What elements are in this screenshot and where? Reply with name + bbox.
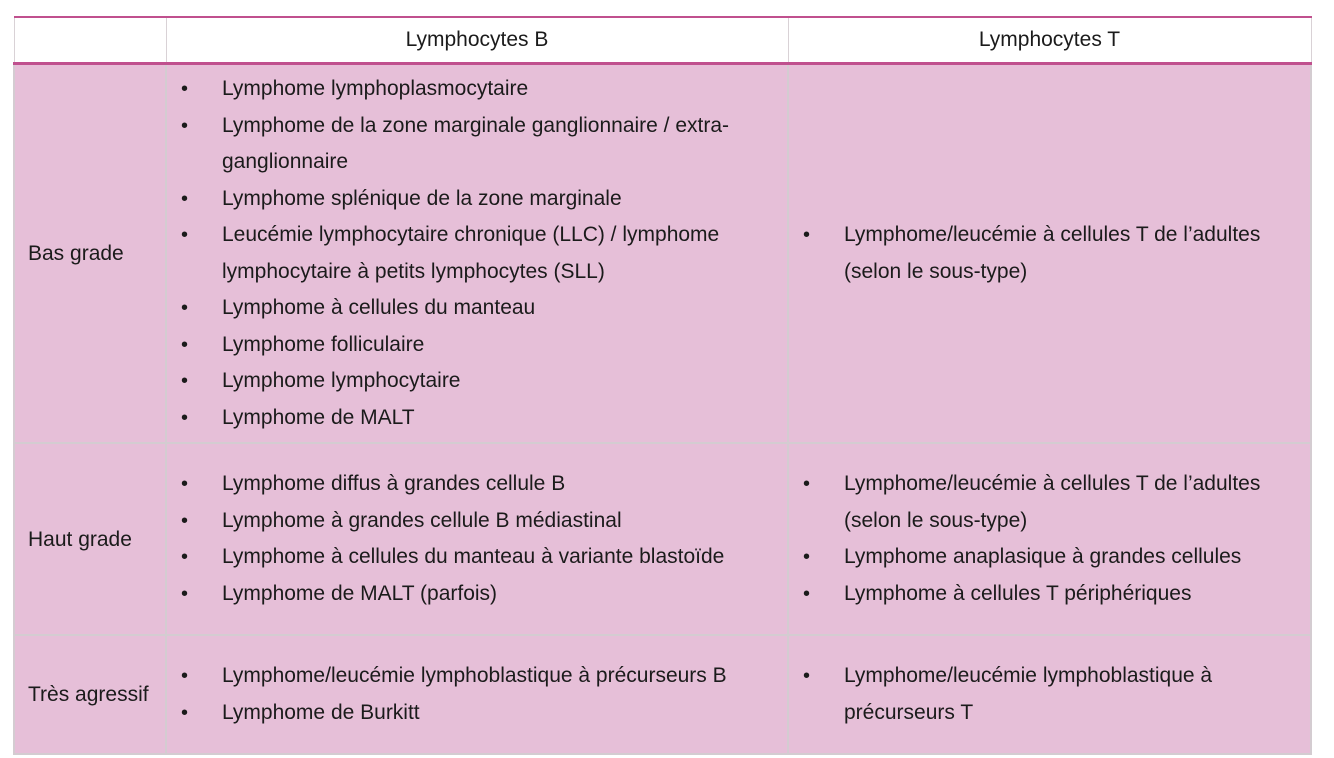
b-lymphoma-list xyxy=(167,460,787,618)
b-cell xyxy=(166,635,788,754)
list-item: • Lymphome de Burkitt xyxy=(167,695,779,732)
t-cell xyxy=(788,635,1311,754)
b-lymphoma-list xyxy=(167,652,787,737)
list-item: • Lymphome de MALT (parfois) xyxy=(167,576,779,613)
table-row-tres-agressif xyxy=(14,635,1311,754)
list-item: • Lymphome folliculaire xyxy=(167,327,779,364)
list-item: • Lymphome de la zone marginale ganglionnaire / extra-ganglionnaire xyxy=(167,108,779,181)
t-lymphoma-list xyxy=(789,460,1310,618)
list-item: • Lymphome/leucémie lymphoblastique à précurseurs B xyxy=(167,658,779,695)
table-header-row xyxy=(14,17,1311,64)
header-lymphocytes-t: Lymphocytes T xyxy=(788,17,1311,64)
list-item: • Lymphome splénique de la zone marginale xyxy=(167,181,779,218)
grade-label: Haut grade xyxy=(14,443,166,635)
b-lymphoma-list xyxy=(167,65,787,442)
list-item: • Lymphome/leucémie à cellules T de l’adultes (selon le sous-type) xyxy=(789,217,1302,290)
t-lymphoma-list xyxy=(789,211,1310,296)
grade-label: Très agressif xyxy=(14,635,166,754)
list-item: • Lymphome de MALT xyxy=(167,400,779,437)
clipped-caption-strip xyxy=(0,0,1334,15)
header-empty-cell xyxy=(14,17,166,64)
grade-label: Bas grade xyxy=(14,64,166,444)
list-item: • Lymphome/leucémie à cellules T de l’adultes (selon le sous-type) xyxy=(789,466,1302,539)
list-item: • Lymphome lymphoplasmocytaire xyxy=(167,71,779,108)
list-item: • Lymphome anaplasique à grandes cellules xyxy=(789,539,1302,576)
list-item: • Leucémie lymphocytaire chronique (LLC) / lymphome lymphocytaire à petits lymphocytes (SLL) xyxy=(167,217,779,290)
t-cell xyxy=(788,443,1311,635)
b-cell xyxy=(166,64,788,444)
list-item: • Lymphome/leucémie lymphoblastique à précurseurs T xyxy=(789,658,1302,731)
list-item: • Lymphome à grandes cellule B médiastinal xyxy=(167,503,779,540)
list-item: • Lymphome à cellules du manteau xyxy=(167,290,779,327)
header-lymphocytes-b: Lymphocytes B xyxy=(166,17,788,64)
table-row-haut-grade xyxy=(14,443,1311,635)
b-cell xyxy=(166,443,788,635)
list-item: • Lymphome à cellules T périphériques xyxy=(789,576,1302,613)
t-cell xyxy=(788,64,1311,444)
lymphoma-classification-table xyxy=(13,16,1312,755)
table-row-bas-grade xyxy=(14,64,1311,444)
list-item: • Lymphome lymphocytaire xyxy=(167,363,779,400)
list-item: • Lymphome diffus à grandes cellule B xyxy=(167,466,779,503)
list-item: • Lymphome à cellules du manteau à variante blastoïde xyxy=(167,539,779,576)
t-lymphoma-list xyxy=(789,652,1310,737)
